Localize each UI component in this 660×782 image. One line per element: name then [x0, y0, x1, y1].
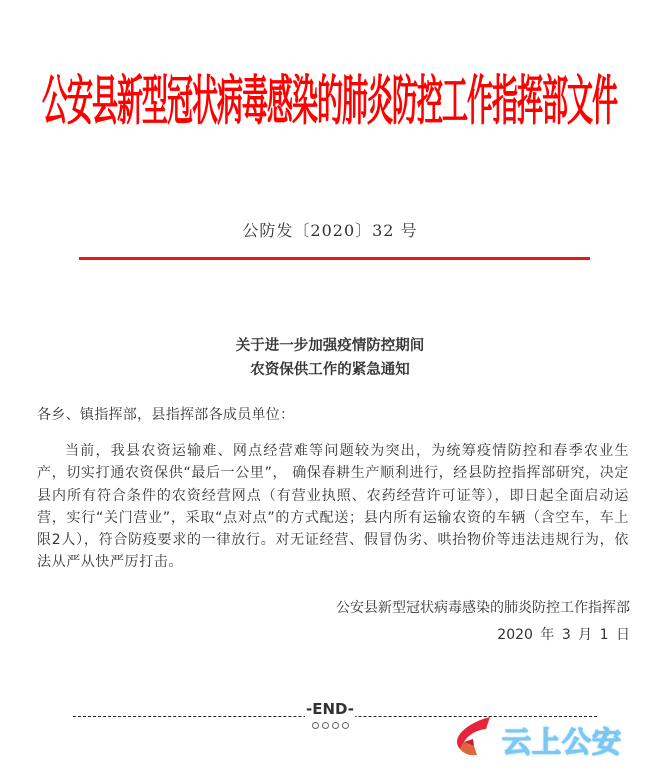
notice-title	[0, 334, 660, 382]
document-number: 公防发〔2020〕32 号	[242, 221, 418, 240]
document-masthead	[42, 62, 618, 133]
circle-dot-icon	[342, 722, 349, 729]
circle-dot-icon	[332, 722, 339, 729]
masthead-title: 公安县新型冠状病毒感染的肺炎防控工作指挥部文件	[42, 71, 618, 133]
signature-organization: 公安县新型冠状病毒感染的肺炎防控工作指挥部	[336, 600, 630, 616]
body-paragraph: 当前，我县农资运输难、网点经营难等问题较为突出，为统筹疫情防控和春季农业生产，切实打通农资保供“最后一公里”， 确保春耕生产顺利进行，经县防控指挥部研究，决定县内所有符合条件的农资经营网点（有营业执照、农药经营许可证等），即日起全面启动运营，实行“关门营业”，采取“点对点”的方式配送；县内所有运输农资的车辆（含空车，车上限2人），符合防疫要求的一律放行。对无证经营、假冒伪劣、哄抬物价等违法违规行为，依法从严从快严厉打击。	[37, 443, 629, 571]
ribbon-logo-icon	[450, 715, 495, 760]
circle-dot-icon	[322, 722, 329, 729]
notice-title-line-1: 关于进一步加强疫情防控期间	[235, 338, 425, 354]
end-label: -END-	[306, 700, 354, 718]
signature-date: 2020 年 3 月 1 日	[497, 627, 630, 643]
brand-logo	[450, 715, 660, 760]
addressee-line: 各乡、镇指挥部，县指挥部各成员单位：	[37, 407, 295, 423]
circle-dot-icon	[312, 722, 319, 729]
brand-text: 云上公安	[502, 725, 623, 759]
notice-title-line-2: 农资保供工作的紧急通知	[250, 362, 410, 378]
red-divider-rule	[79, 257, 590, 260]
